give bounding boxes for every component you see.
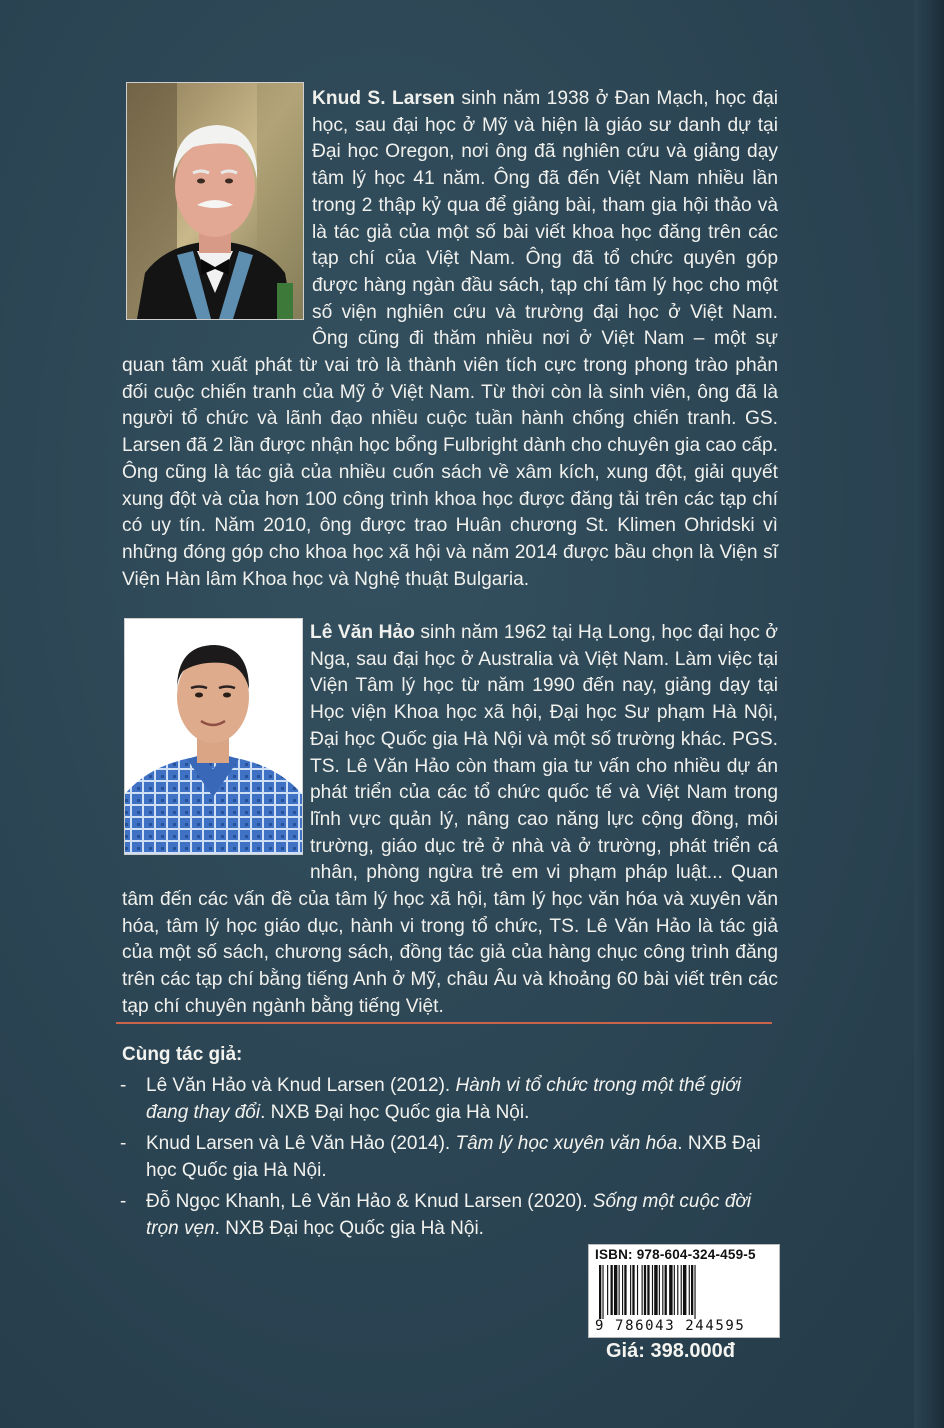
barcode-bar <box>602 1265 603 1319</box>
barcode-bar <box>619 1265 620 1315</box>
barcode-digits: 9 786043 244595 <box>595 1318 746 1334</box>
barcode-bar <box>654 1265 657 1315</box>
list-dash: - <box>120 1191 127 1212</box>
isbn-text: ISBN: 978-604-324-459-5 <box>595 1247 756 1262</box>
work-title: Sống một cuộc đời trọn vẹn <box>146 1191 752 1239</box>
barcode-bar <box>691 1265 693 1315</box>
barcode-bar <box>599 1265 601 1319</box>
bio-le-van-hao-text: sinh năm 1962 tại Hạ Long, học đại học ở Nga, sau đại học ở Australia và Việt Nam. Làm việc tại Viện Tâm lý học từ năm 1990 đến nay, giảng dạy tại Học viện Khoa học xã hội, Đại học Sư phạm Hà Nội, Đại học Quốc gia Hà Nội và một số trường khác. PGS. TS. Lê Văn Hảo còn tham gia tư vấn cho nhiều dự án phát triển của các tổ chức quốc tế và Việt Nam trong lĩnh vực quản lý, nâng cao năng lực cộng đồng, môi trường, giáo dục trẻ ở nhà và ở trường, phát triển cá nhân, phòng ngừa trẻ em vi phạm pháp luật... Quan tâm đến các vấn đề của tâm lý học xã hội, tâm lý học văn hóa và xuyên văn hóa, tâm lý học giáo dục, hành vi trong tổ chức, TS. Lê Văn Hảo là tác giả của một số sách, chương sách, đồng tác giả của hàng chục công trình đăng trên các tạp chí bằng tiếng Anh ở Mỹ, châu Âu và khoảng 60 bài viết trên các tạp chí chuyên ngành bằng tiếng Việt. <box>122 622 778 1017</box>
bio-larsen-text: sinh năm 1938 ở Đan Mạch, học đại học, sau đại học ở Mỹ và hiện là giáo sư danh dự tại Đại học Oregon, nơi ông đã nghiên cứu và giảng dạy tâm lý học 41 năm. Ông đã đến Việt Nam nhiều lần trong 2 thập kỷ qua để giảng bài, tham gia hội thảo và là tác giả của một số bài viết khoa học đăng trên các tạp chí của Việt Nam. Ông đã tổ chức quyên góp được hàng ngàn đầu sách, tạp chí tâm lý học cho một số viện nghiên cứu và trường đại học ở Việt Nam. Ông cũng đi thăm nhiều nơi ở Việt Nam – một sự quan tâm xuất phát từ vai trò là thành viên tích cực trong phong trào phản đối cuộc chiến tranh của Mỹ ở Việt Nam. Từ thời còn là sinh viên, ông đã là người tổ chức và lãnh đạo nhiều cuộc tuần hành chống chiến tranh. GS. Larsen đã 2 lần được nhận học bổng Fulbright dành cho chuyên gia cao cấp. Ông cũng là tác giả của nhiều cuốn sách về xâm kích, xung đột, giải quyết xung đột và của hơn 100 công trình khoa học được đăng tải trên các tạp chí có uy tín. Năm 2010, ông được trao Huân chương St. Klimen Ohridski vì những đóng góp cho khoa học xã hội và năm 2014 được bầu chọn là Viện sĩ Viện Hàn lâm Khoa học và Nghệ thuật Bulgaria. <box>122 88 778 590</box>
work-title: Tâm lý học xuyên văn hóa <box>455 1133 678 1154</box>
barcode-bar <box>683 1265 686 1315</box>
price-label: Giá: 398.000đ <box>606 1340 735 1362</box>
work-title: Hành vi tổ chức trong một thế giới đang thay đổi <box>146 1075 741 1123</box>
barcode-bar <box>611 1265 613 1315</box>
bio-larsen <box>122 86 778 593</box>
list-item <box>120 1188 776 1242</box>
barcode-icon <box>599 1265 771 1319</box>
work-publisher: . NXB Đại học Quốc gia Hà Nội. <box>214 1218 484 1239</box>
barcode-bar <box>622 1265 623 1315</box>
barcode-bar <box>644 1265 646 1315</box>
barcode-bar <box>624 1265 626 1315</box>
barcode-bar <box>669 1265 672 1315</box>
barcode-bar <box>632 1265 634 1315</box>
work-authors: Knud Larsen và Lê Văn Hảo (2014). <box>146 1133 456 1154</box>
barcode-bar <box>674 1265 675 1315</box>
barcode-bar <box>694 1265 695 1319</box>
work-publisher: . NXB Đại học Quốc gia Hà Nội. <box>260 1102 530 1123</box>
work-authors: Đỗ Ngọc Khanh, Lê Văn Hảo & Knud Larsen (2020). <box>146 1191 593 1212</box>
barcode-bar <box>662 1265 663 1315</box>
barcode-bar <box>689 1265 690 1315</box>
same-author-list <box>120 1072 776 1246</box>
barcode-bar <box>647 1265 649 1315</box>
list-item <box>120 1130 776 1184</box>
barcode-bar <box>665 1265 667 1315</box>
barcode-bar <box>630 1265 631 1315</box>
work-publisher: . NXB Đại học Quốc gia Hà Nội. <box>146 1133 761 1181</box>
bio-larsen-name: Knud S. Larsen <box>312 88 455 109</box>
barcode-bar <box>659 1265 660 1315</box>
bio-le-van-hao <box>122 620 778 1021</box>
spine-edge <box>914 0 944 1428</box>
barcode-bar <box>614 1265 617 1315</box>
list-dash: - <box>120 1075 127 1096</box>
work-authors: Lê Văn Hảo và Knud Larsen (2012). <box>146 1075 456 1096</box>
bio-le-van-hao-name: Lê Văn Hảo <box>310 622 415 643</box>
barcode-bar <box>607 1265 608 1315</box>
barcode-bar <box>637 1265 638 1315</box>
list-dash: - <box>120 1133 127 1154</box>
section-divider <box>116 1022 772 1024</box>
barcode-bar <box>681 1265 682 1315</box>
barcode-bar <box>642 1265 643 1315</box>
list-item <box>120 1072 776 1126</box>
barcode-bar <box>652 1265 653 1315</box>
barcode-label <box>588 1244 780 1338</box>
barcode-bar <box>677 1265 678 1315</box>
same-author-heading: Cùng tác giả: <box>122 1044 243 1065</box>
